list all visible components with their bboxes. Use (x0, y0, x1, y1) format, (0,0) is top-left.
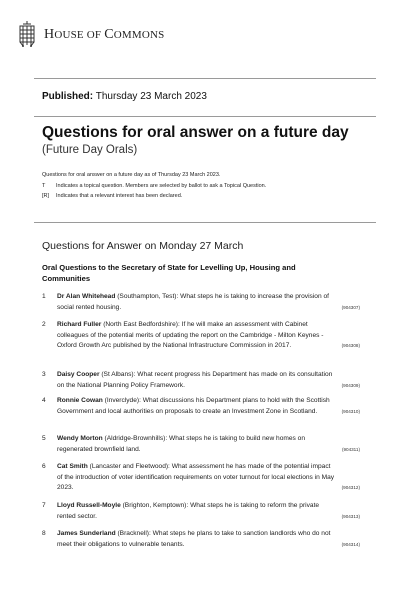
question-ref: (904311) (341, 446, 360, 452)
question-number: 6 (42, 463, 46, 470)
question-text: What assessment he has made of the potential impact of the introduction of voter identification requirements on voter turnout for local elections in May 2023. (57, 463, 335, 492)
question-number: 1 (42, 293, 46, 300)
constituency: (Inverclyde): (104, 397, 141, 404)
divider-lower (34, 222, 376, 223)
question-item (42, 529, 360, 550)
constituency: (St Albans): (101, 371, 136, 378)
legend-key: T (42, 182, 46, 189)
legend-row-topical (42, 181, 266, 192)
question-item (42, 434, 360, 455)
question-ref: (904309) (341, 382, 360, 388)
section-heading: Questions for Answer on Monday 27 March (42, 240, 244, 252)
member-name: Wendy Morton (57, 435, 103, 442)
constituency: (Bracknell): (117, 530, 151, 537)
question-text: What steps he is taking to increase the provision of social rented housing. (57, 293, 329, 311)
portcullis-logo-icon (18, 20, 36, 48)
legend-row-interest (42, 191, 266, 202)
question-ref: (904312) (341, 485, 360, 491)
question-ref: (904314) (341, 541, 360, 547)
legend-key: [R] (42, 193, 50, 199)
question-ref: (904310) (341, 408, 360, 414)
question-item (42, 396, 360, 417)
question-ref: (904307) (341, 304, 360, 310)
member-name: Daisy Cooper (57, 371, 100, 378)
question-text: What steps he plans to take to sanction landlords who do not meet their obligations to vulnerable tenants. (57, 530, 331, 548)
question-number: 2 (42, 321, 46, 328)
question-number: 3 (42, 371, 46, 378)
question-text: What recent progress his Department has made on its consultation on the National Planning Policy Framework. (57, 371, 333, 389)
member-name: Lloyd Russell-Moyle (57, 502, 121, 509)
question-item (42, 501, 360, 522)
question-number: 7 (42, 502, 46, 509)
question-text: What discussions his Department plans to hold with the Scottish Government and local authorities on proposals to create an Investment Zone in Scotland. (57, 397, 330, 415)
published-line (42, 91, 207, 102)
question-item (42, 462, 360, 494)
divider-top (34, 78, 376, 79)
question-text: What steps he is taking to reform the private rented sector. (57, 502, 320, 520)
page-subtitle: (Future Day Orals) (42, 144, 138, 156)
question-number: 8 (42, 530, 46, 537)
member-name: Cat Smith (57, 463, 88, 470)
question-number: 5 (42, 435, 46, 442)
constituency: (Southampton, Test): (117, 293, 179, 300)
published-label: Published: (42, 91, 94, 102)
published-date: Thursday 23 March 2023 (95, 91, 207, 102)
intro-block (42, 170, 266, 202)
legend-text: Indicates a topical question. Members are selected by ballot to ask a Topical Question. (56, 182, 267, 189)
department-heading: Oral Questions to the Secretary of State for Levelling Up, Housing and Communities (42, 263, 296, 283)
question-item (42, 370, 360, 391)
constituency: (Brighton, Kemptown): (122, 502, 189, 509)
constituency: (Lancaster and Fleetwood): (89, 463, 170, 470)
house-of-commons-wordmark: HOUSE OF COMMONS (44, 27, 165, 42)
constituency: (North East Bedfordshire): (103, 321, 180, 328)
question-item (42, 320, 360, 352)
question-text: What steps he is taking to build new homes on regenerated brownfield land. (57, 435, 306, 453)
question-ref: (904308) (341, 343, 360, 349)
member-name: Dr Alan Whitehead (57, 293, 116, 300)
member-name: Richard Fuller (57, 321, 102, 328)
page-title: Questions for oral answer on a future day (42, 124, 349, 141)
legend-text: Indicates that a relevant interest has been declared. (56, 193, 183, 199)
question-ref: (904313) (341, 513, 360, 519)
question-item (42, 292, 360, 313)
question-number: 4 (42, 397, 46, 404)
divider-middle (34, 116, 376, 117)
member-name: Ronnie Cowan (57, 397, 103, 404)
member-name: James Sunderland (57, 530, 116, 537)
question-text: If he will make an assessment with Cabinet colleagues of the potential merits of updating the report on the Cambridge - Milton Keynes - Oxford Growth Arc published by the National Infrastructure Commission in 2017. (57, 321, 324, 350)
intro-text: Questions for oral answer on a future day as of Thursday 23 March 2023. (42, 172, 221, 178)
constituency: (Aldridge-Brownhills): (104, 435, 168, 442)
